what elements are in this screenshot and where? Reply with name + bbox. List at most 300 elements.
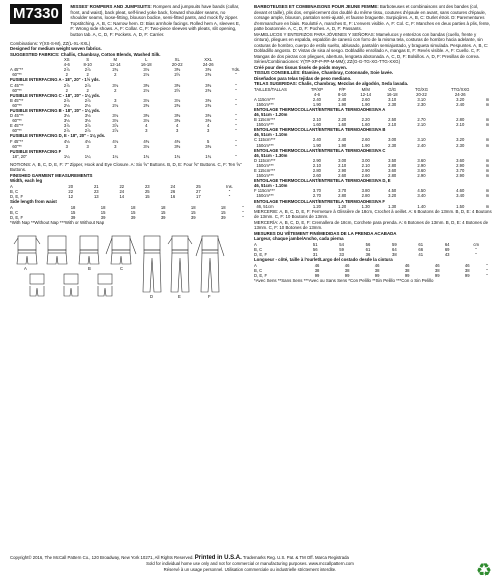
side-length-heading: Side length from waist [10,199,57,205]
table-cell: m [485,122,490,128]
table-cell: 15 [100,209,106,215]
table-cell: 2½ [174,87,181,93]
table-cell: " [235,113,237,119]
table-cell: 5 [207,138,210,144]
row-label: D 45"** [10,113,24,119]
table-cell: 3⅜ [205,97,212,103]
table-cell: 3⅜ [174,82,181,88]
french-title: BARBOTEUSES ET COMBINAISONS POUR JEUNE FEMME: [254,4,379,9]
table-cell: 39 [100,214,106,220]
table-cell: 1¾ [143,153,150,159]
label-a: A [24,265,27,271]
table-section-label: ENTOILAGE THERMOCOLLANT/ENTRETELA TERMOADHESIVA C [254,147,386,153]
garment-illustrations [10,230,248,326]
row-label: 150cm*** [254,101,274,107]
header-cell: 16-18 [140,62,152,68]
table-cell: 3⅛ [112,113,119,119]
header-cell: 24-26 [454,91,466,97]
table-cell: 38 [314,267,320,273]
table-cell: 3 [114,97,117,103]
figure-a [14,236,40,264]
table-cell: 2.90 [361,168,370,173]
table-cell: 13 [93,194,99,200]
table-cell: m [485,142,490,148]
table-cell: 2.80 [456,117,465,123]
table-cell: m [485,157,490,163]
table-cell: 1¼ [63,153,70,159]
table-cell: 24 [119,189,125,195]
header-cell: M/M [361,86,370,92]
table-section-label: 46, 51cm - 1.30m [254,152,288,158]
row-label: D, E, F [254,272,268,278]
table-cell: 1.90 [338,101,347,107]
table-cell: 38 [392,251,397,257]
cree-pour: Créé pour des tissus tissés de poids moyen. [254,64,347,70]
header-cell: TTG/XXG [451,86,470,92]
table-cell: 2.90 [456,162,465,168]
table-cell: m [485,203,490,209]
longueur-heading: Longueur - côté, taille à l'ourlet/Largo del costado desde la cintura [254,257,393,263]
table-cell: 2⅞ [63,128,70,134]
row-label: 150cm*** [254,173,274,179]
table-cell: 4.60 [456,188,465,194]
header-cell: G/G [388,86,397,92]
metric-length-table [254,263,492,278]
row-label: 150cm*** [254,142,274,148]
table-cell: 15 [160,209,166,215]
table-cell: 43 [444,251,450,257]
table-cell: 2.80 [388,162,397,168]
table-cell: 15 [144,194,150,200]
table-cell: 2.40 [456,101,465,107]
table-cell: 2.80 [361,193,370,199]
table-cell: 1¼ [112,153,119,159]
table-cell: 3.10 [417,96,426,102]
table-cell: 3⅛ [112,118,119,124]
table-cell: Ins. [226,183,233,189]
table-cell: 3.60 [417,157,426,163]
french-body: Barboteuses et combinaisons ont des bandes (col, devant et taille), plis dos, empiècement dos doublé du même tissu, coutures d'épaule en avant, sans coutures d'épaule, corsage ample, blouson, pantalon semi-ajusté, et fausse braguette. Surpiqûres. A, B, C: Ourlet étroit. D: Parementures d'emmanchure en biais. Roulotté A, manches E, F: L'envers visible. A, F: Col. C, F: Manches en deux parties à plis, fente, patte boutonnée. A, C, D, F: Poches. A, D, F: Passants. [254,4,491,31]
table-cell: 59 [339,246,344,252]
figure-c [106,236,136,264]
table-cell: 56 [312,246,318,252]
table-cell: 3.60 [388,168,397,173]
table-cell: 1.60 [338,122,347,128]
table-cell: 3⅛ [143,67,150,73]
table-cell: 3.10 [388,96,397,102]
table-cell: 3.70 [456,168,465,173]
row-label: B, C [254,246,263,252]
table-cell: m [485,193,490,199]
table-cell: 2.70 [417,117,426,123]
table-cell: 3.00 [338,157,347,163]
row-label: A [254,262,257,268]
header-cell: XXL [204,57,213,63]
header-cell: 16-18 [386,91,398,97]
table-cell: 2⅛ [143,87,150,93]
table-cell: 2.90 [417,173,426,179]
table-cell: 3⅜ [143,113,150,119]
table-section-label: FUSIBLE INTERFACING D, E - 18", 20" - 1⅛ yds. [10,133,106,139]
table-cell: 51 [312,241,318,247]
table-cell: " [242,209,244,215]
metric-nap-note: *Avec Sens **Sans Sens ***Avec ou Sans Sens *Con Pelillo **Sin Pelillo ***Con o Sin Pelillo [254,277,434,283]
description-body: Rompers and jumpsuits have bands (collar, front, and waist), back pleat, self-lined yoke back, forward shoulder seams, no shoulder seams, loose-fitting, blouson bodice, semi-fitted pants, and mock fly zipper. Topstitching. A, B, C: Narrow hem. D: Bias armhole facings. Rolled hem A, sleeves E, F: Wrong side shows. A, F: Collar. C, F: Two-piece sleeves with pleats, slit opening, button tab. A, C, D, F: Pockets. A, D, F: Carrier. [70,4,241,37]
table-cell: 18 [160,204,166,210]
french-spanish-column [254,4,492,283]
mercerie: MERCERIE: A, B, C, D, E, F: Fermeture à Glissière de 18cm, Crochet à oeillet. A: 6 Boutons de 13mm. B, D, E: 4 Boutons de 13mm. C, F: 10 Boutons de 13mm. [254,208,492,220]
table-cell: 2⅛ [143,72,150,78]
table-cell: 3⅜ [174,143,181,149]
table-cell: " [235,102,237,108]
french-description [254,4,492,32]
table-section-label: ENTOILAGE THERMOCOLLANT/ENTRETELA TERMOADHESIVA A [254,106,386,112]
finished-measurements-heading: FINISHED GARMENT MEASUREMENTS [10,172,93,178]
row-label: 60"** [10,128,22,134]
table-cell: 3 [207,128,210,134]
table-cell: 99 [314,272,320,278]
table-cell: 4⅛ [63,138,70,144]
row-label: E 45"** [10,123,24,129]
back-views [30,274,112,296]
table-cell: 2⅞ [112,128,119,134]
table-cell: 2 [114,87,117,93]
table-cell: 4.50 [388,188,397,194]
header-cell: M [113,57,117,63]
header-cell: XS [63,57,70,63]
header-cell: TG/XG [414,86,428,92]
table-cell: 2.60 [361,137,370,143]
table-cell: 2.10 [312,162,321,168]
table-cell: " [228,194,231,200]
description-title: MISSES' ROMPERS AND JUMPSUITS: [70,4,152,9]
table-cell: 18 [70,204,76,210]
table-cell: 3 [114,143,117,149]
row-label: 60"** [10,143,22,149]
table-cell: 3⅜ [174,113,181,119]
table-cell: m [485,117,490,123]
table-cell: 3⅜ [205,82,212,88]
table-cell: 3⅜ [205,113,212,119]
table-section-label: FUSIBLE INTERFACING F [10,148,62,154]
table-cell: 16 [170,194,176,200]
table-cell: 1.50 [456,203,465,209]
table-cell: 2⅜ [174,102,181,108]
header-cell: TP/XP [310,86,323,92]
table-cell: 1.90 [361,101,370,107]
row-label: B, C [254,267,263,273]
table-cell: 4 [207,123,210,129]
table-cell: 23 [144,183,150,189]
table-cell: 2.30 [417,101,426,107]
table-cell: 2⅜ [205,102,212,108]
row-label: D, E, F [254,251,268,257]
table-cell: 46 [374,262,380,268]
table-cell: 2¾ [112,67,119,73]
table-cell: 15 [220,209,226,215]
row-label: 60"** [10,87,22,93]
figure-f [196,236,224,292]
table-section-label: FUSIBLE INTERFACING C - 18", 20" - 1⅛ yds. [10,92,101,98]
printed-in: Printed in U.S.A. [194,555,242,561]
table-cell: 3.20 [456,96,465,102]
table-cell: 4.50 [417,188,426,194]
mesures-heading: MESURES DU VÊTEMENT FINI/MEDIDAS DE LA PRENDA ACABADA [254,230,397,236]
table-cell: " [235,82,237,88]
table-cell: 56 [365,241,371,247]
table-cell: 3⅜ [205,143,212,149]
length-table [10,205,248,220]
table-cell: 2 [65,87,68,93]
table-cell: 3⅛ [174,97,181,103]
label-b: B [88,265,91,271]
table-cell: 1.90 [312,101,321,107]
table-cell: 3⅛ [143,143,150,149]
header-cell: 12-14 [109,62,121,68]
table-cell: 39 [220,214,226,220]
row-label: A 115cm*** [254,96,275,102]
row-label: D, E, F [10,194,24,200]
table-cell: 2.80 [312,168,321,173]
table-cell: 2.10 [456,122,465,128]
table-cell: cm [473,241,479,247]
table-cell: 3 [176,128,179,134]
table-cell: 20 [68,183,74,189]
table-cell: 99 [434,272,440,278]
metric-yardage-table [254,87,492,209]
recycle-icon: ♻ [475,560,492,580]
table-cell: 2.10 [388,122,397,128]
table-cell: 27 [196,189,201,195]
table-cell: 2.60 [312,173,321,179]
table-cell: Yds. [231,67,241,73]
home-use-note: Sold for individual home use only and not for commercial or manufacturing purposes. www.mccallpattern.com [146,561,354,567]
table-cell: 25 [196,183,201,189]
table-cell: " [235,153,237,159]
table-cell: 3 [65,143,68,149]
table-cell: m [485,168,490,173]
row-label: 150cm*** [254,193,274,199]
table-cell: " [475,251,477,257]
french-use-note: Réservé à un usage personnel. Utilisation commerciale ou industrielle strictement interdite. [163,566,337,572]
table-cell: " [242,204,244,210]
table-cell: 3⅛ [143,118,150,124]
table-cell: 1.30 [388,203,397,209]
table-cell: 54 [339,241,344,247]
table-cell: 2.40 [312,137,321,143]
table-cell: 4⅜ [143,138,150,144]
table-cell: 4⅛ [84,138,91,144]
suggested-fabrics: SUGGESTED FABRICS: Challis, Chambray, Cotton Blends, Washed Silk. [10,51,161,57]
figure-e [168,236,192,292]
table-cell: m [485,173,490,179]
table-cell: 3.50 [388,157,397,163]
table-cell: 3.60 [456,157,465,163]
table-cell: 46 [404,262,410,268]
table-cell: 2.60 [361,96,370,102]
english-column [10,4,248,326]
table-cell: 2⅜ [205,72,212,78]
header-cell: 8-10 [83,62,92,68]
table-cell: " [228,189,231,195]
table-cell: 39 [70,214,76,220]
table-section-label: ENTOILAGE THERMOCOLLANT/ENTRETELA TERMOADHESIVA B [254,127,386,133]
line-drawings [10,230,248,326]
table-cell: 99 [344,272,350,278]
designed-for: Designed for medium weight woven fabrics. [10,46,102,52]
table-cell: m [485,101,490,107]
table-cell: 14 [119,194,125,200]
table-cell: 2⅞ [84,67,91,73]
table-cell: 39 [130,214,136,220]
row-label: B 115cm*** [254,117,276,123]
table-cell: 15 [70,209,76,215]
table-cell: 2.60 [338,173,347,179]
table-cell: 1.60 [312,122,321,128]
header-cell: 24-26 [202,62,214,68]
header-cell: 20-22 [171,62,183,68]
table-cell: 64 [444,241,450,247]
table-cell: 15 [130,209,136,215]
table-cell: 2.10 [417,122,426,128]
table-cell: 59 [392,241,397,247]
table-cell: 99 [374,272,380,278]
merceria: MERCERÍA: A, B, C, D, E, F: Cremallera de 18cm, Corchete para prenda. A: 6 Botones de 13mm. B, D, E: 4 Botones de 13mm. C, F: 10 Botones de 13mm. [254,219,489,231]
row-label: 18", 20" [10,153,27,159]
header-cell: 4-6 [313,91,320,97]
table-cell: 4⅛ [112,138,119,144]
tissus-conseilles: TISSUS CONSEILLÉS: Étamine, Chambray, Cotonnade, Soie lavée. [254,70,393,75]
label-d: D [150,293,154,299]
row-label: 150cm*** [254,122,274,128]
table-cell: 61 [418,241,424,247]
description [70,4,240,38]
table-cell: " [486,272,488,278]
header-cell: 4-6 [63,62,70,68]
table-cell: " [235,128,237,134]
table-cell: 69 [444,246,450,252]
table-row [10,154,248,159]
table-cell: 1.90 [338,142,347,148]
row-label: A [254,241,257,247]
table-cell: 3⅜ [205,118,212,124]
table-cell: 39 [190,214,196,220]
table-cell: 2.50 [388,117,397,123]
table-cell: 2⅛ [84,102,91,108]
table-cell: " [235,72,237,78]
table-cell: 64 [392,246,397,252]
header-cell: 20-22 [416,91,427,97]
table-cell: 1¼ [84,153,91,159]
table-cell: 17 [196,194,201,200]
row-label: C 115cm*** [254,137,276,143]
table-cell: 4 [176,123,179,129]
table-cell: 33 [339,251,344,257]
table-cell: 2.90 [338,168,347,173]
table-cell: 3⅞ [84,123,91,129]
table-cell: 4 [145,123,148,129]
row-label: F 115cm*** [254,188,275,194]
table-cell: 2⅞ [84,97,91,103]
table-cell: 46 [434,262,440,268]
table-cell: 3.70 [338,188,347,194]
table-cell: 1.60 [361,122,370,128]
table-cell: 2.90 [417,162,426,168]
table-cell: 2.10 [312,117,321,123]
row-label: E 115cm*** [254,168,276,173]
table-cell: 1¾ [205,153,212,159]
table-cell: m [485,188,490,194]
table-cell: 15 [190,209,196,215]
table-cell: 1.40 [417,203,426,209]
table-cell: 2⅞ [84,128,91,134]
table-cell: 3⅛ [63,118,70,124]
header-cell: TAILLES/TALLAS [254,86,287,92]
table-cell: 46 [464,262,470,268]
label-f: F [208,293,211,299]
table-cell: 18 [220,204,226,210]
table-cell: 1.20 [338,203,347,209]
header-cell: L [145,57,148,63]
table-cell: 2.30 [388,101,397,107]
table-cell: 2.40 [417,142,426,148]
trademarks: Trademarks Reg. U.S. Pat. & TM Off. Marca Registrada [242,555,349,560]
table-cell: 3.80 [361,188,370,194]
table-cell: 1.20 [312,203,321,209]
table-cell: 2.80 [388,173,397,179]
table-cell: 2⅛ [63,102,70,108]
table-cell: " [235,87,237,93]
table-cell: 2⅛ [112,102,119,108]
row-label: B 45"** [10,97,24,103]
table-cell: 4⅜ [174,138,181,144]
table-cell: 1.30 [361,203,370,209]
table-cell: 3⅜ [143,82,150,88]
table-cell: 23 [93,189,99,195]
figure-d [143,236,161,292]
table-cell: 2⅜ [205,87,212,93]
table-cell: 3⅛ [143,97,150,103]
table-cell: 2.30 [456,142,465,148]
table-cell: 2 [65,72,68,78]
disenados: Diseñados para telas tejidas de peso mediano. [254,75,352,81]
table-cell: 2⅜ [143,102,150,108]
table-cell: 2.40 [338,96,347,102]
width-each-leg-heading: Width, each leg [10,178,43,184]
table-cell: 3⅞ [112,123,119,129]
table-section-label: 46, 51cm - 1.10m [254,183,288,189]
table-cell: 99 [464,272,470,278]
table-cell: 1¾ [174,153,181,159]
row-label: 60"** [10,72,22,78]
header-cell: P/P [338,86,346,92]
series: Séries/Combinaciones: Y(TP-XP-P-PP-M-MM); ZZ(G-G-TG-XG-TTG-XXG) [254,59,401,64]
yardage-table [10,57,248,159]
largeur-heading: Largeur, chaque jambe/Ancho, cada pierna [254,236,344,242]
width-table [10,184,248,199]
table-cell: 2½ [174,72,181,78]
table-cell: 3⅛ [63,113,70,119]
table-cell: 3⅛ [84,113,91,119]
table-cell: 41 [418,251,424,257]
row-label: 60"** [10,102,22,108]
table-cell: 3⅜ [205,67,212,73]
table-cell: 12 [68,194,74,200]
table-cell: 25 [144,189,150,195]
table-cell: 2.60 [361,173,370,179]
row-label: A 45"** [10,67,24,73]
table-cell: 2.10 [361,162,370,168]
